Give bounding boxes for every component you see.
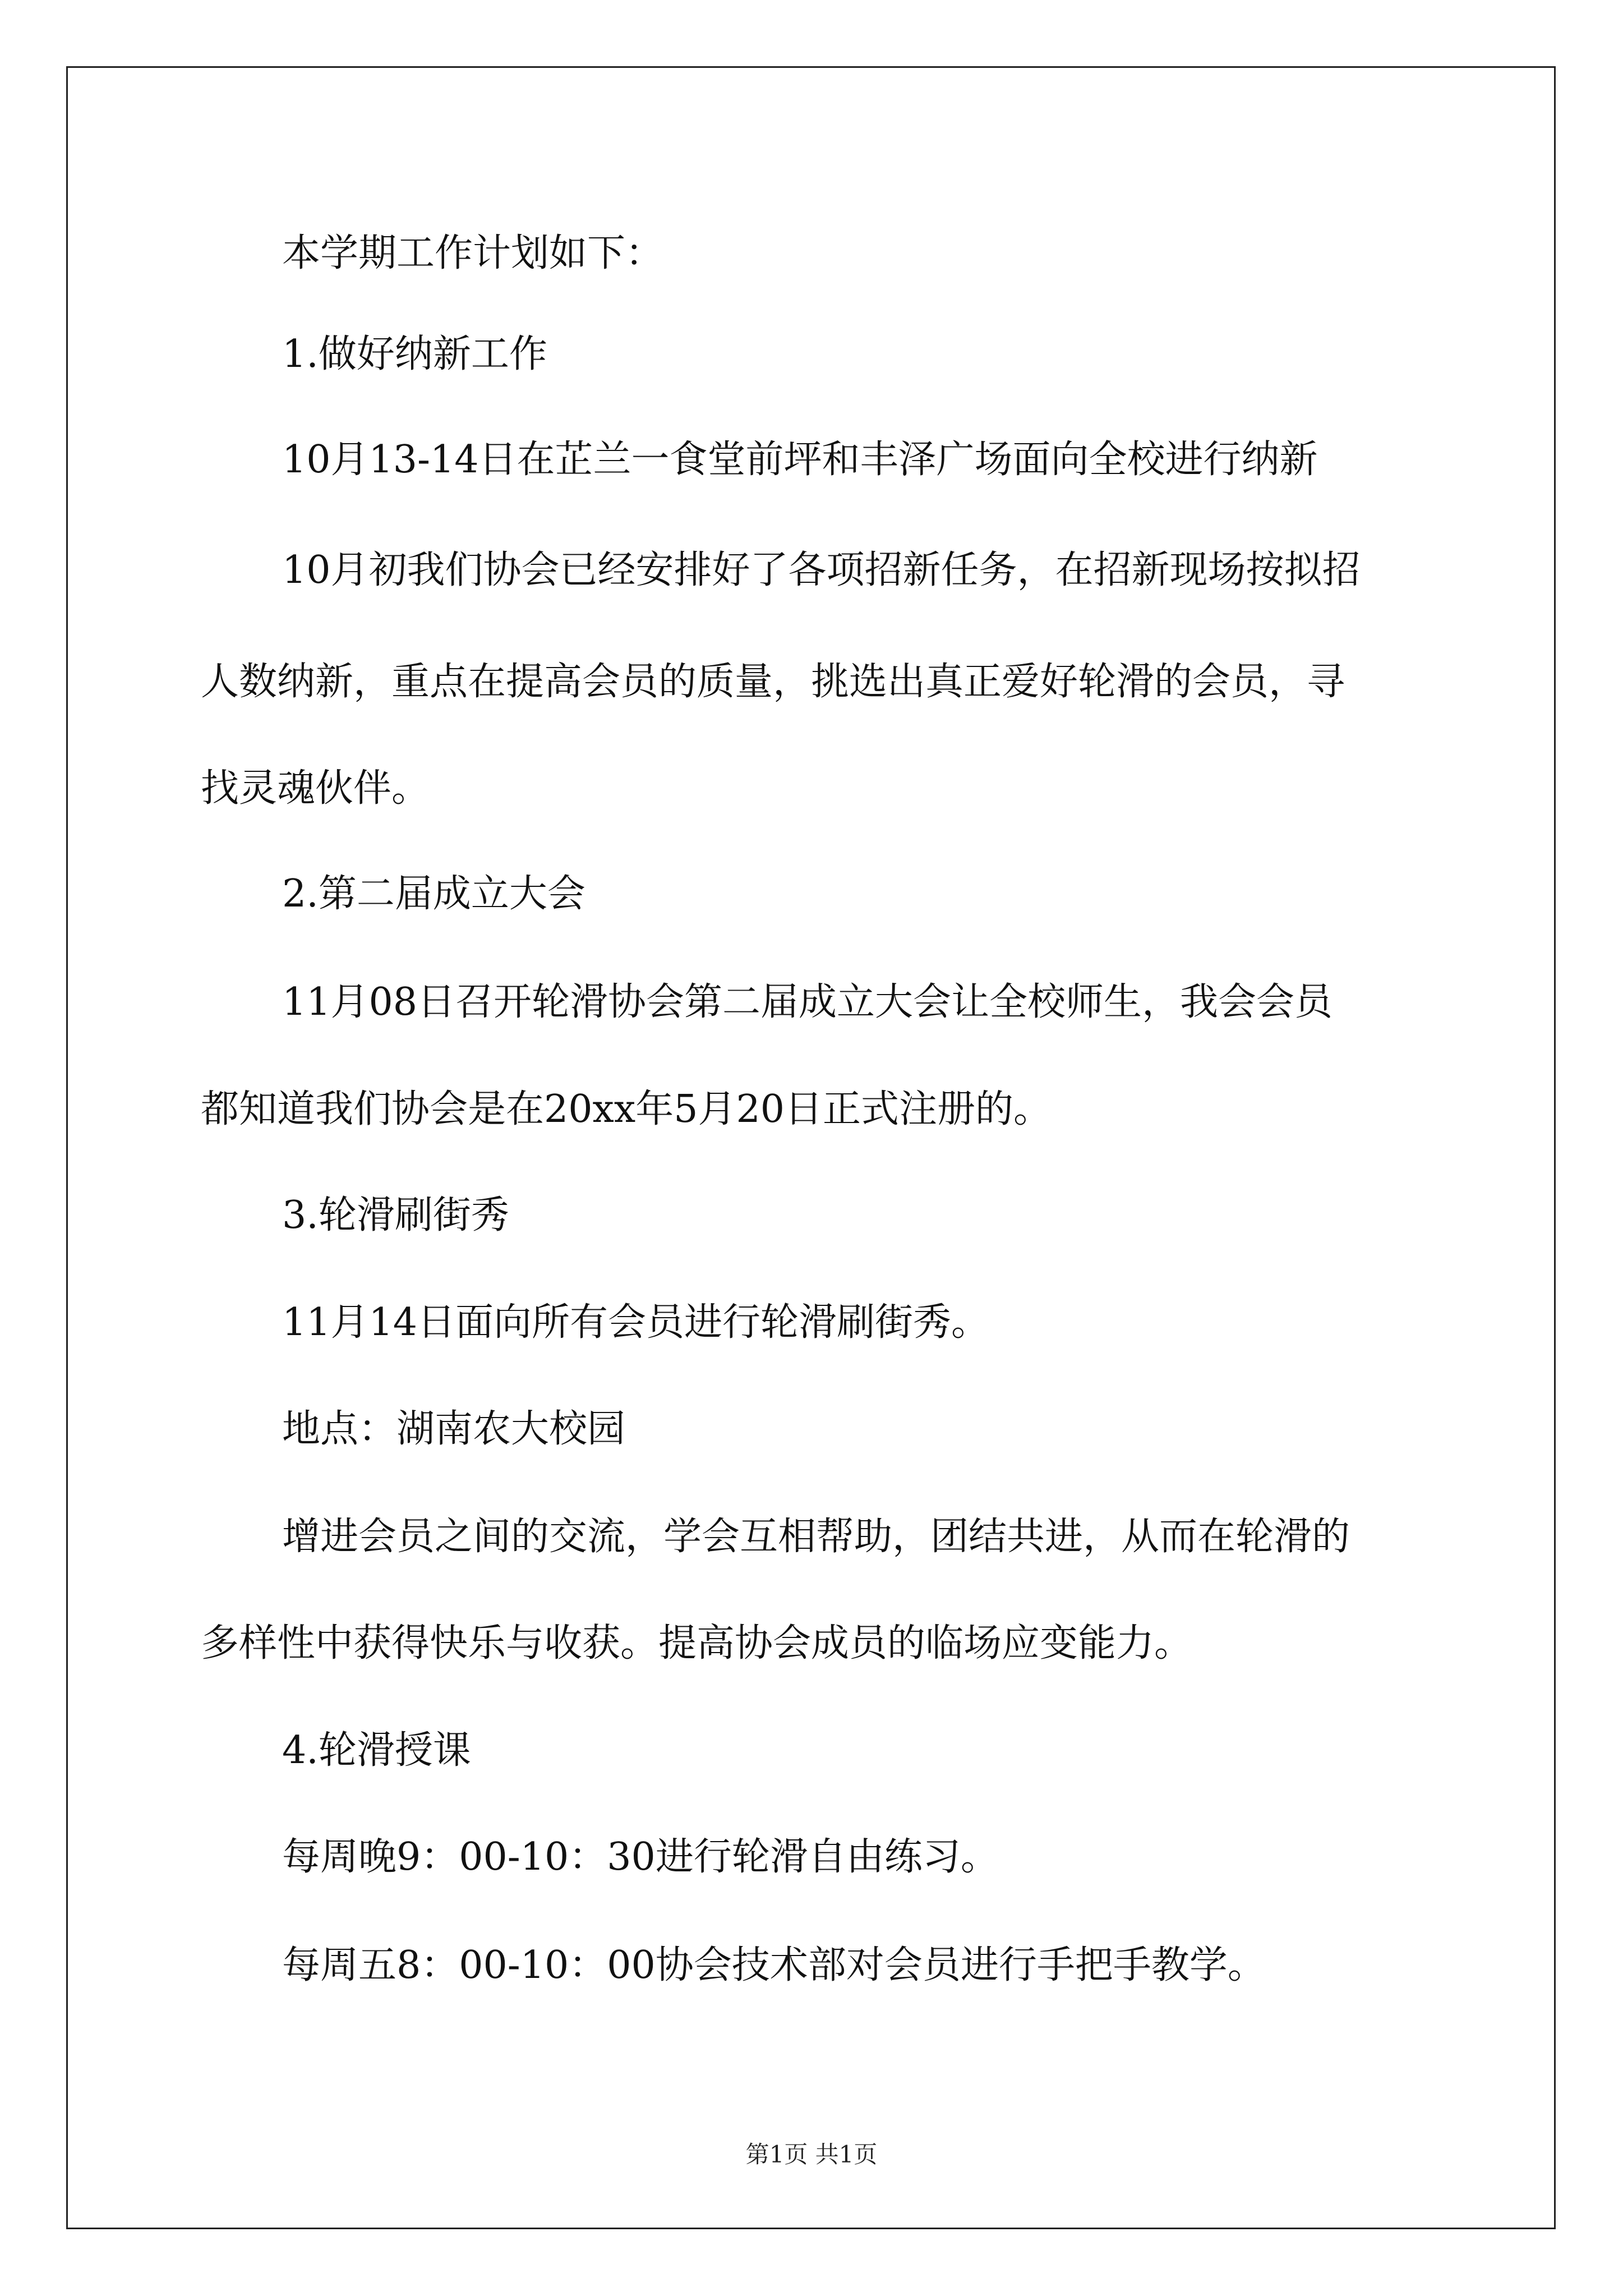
text-line-12: 地点：湖南农大校园 xyxy=(282,1407,626,1451)
text-line-9: 都知道我们协会是在20xx年5月20日正式注册的。 xyxy=(201,1087,1052,1131)
text-line-4: 10月初我们协会已经安排好了各项招新任务，在招新现场按拟招 xyxy=(282,548,1361,592)
text-line-6: 找灵魂伙伴。 xyxy=(201,766,430,811)
section-heading-1: 1.做好纳新工作 xyxy=(282,332,547,376)
text-line-1: 本学期工作计划如下： xyxy=(282,231,664,275)
text-line-8: 11月08日召开轮滑协会第二届成立大会让全校师生，我会会员 xyxy=(282,980,1333,1024)
text-line-16: 每周晚9：00-10：30进行轮滑自由练习。 xyxy=(282,1835,999,1879)
page-footer: 第1页 共1页 xyxy=(745,2141,878,2168)
section-heading-4: 4.轮滑授课 xyxy=(282,1728,471,1773)
text-line-14: 多样性中获得快乐与收获。提高协会成员的临场应变能力。 xyxy=(201,1621,1193,1665)
text-line-3: 10月13-14日在芷兰一食堂前坪和丰泽广场面向全校进行纳新 xyxy=(282,438,1318,482)
section-heading-3: 3.轮滑刷街秀 xyxy=(282,1193,509,1237)
text-line-13: 增进会员之间的交流，学会互相帮助，团结共进，从而在轮滑的 xyxy=(282,1515,1350,1559)
section-heading-2: 2.第二届成立大会 xyxy=(282,872,585,916)
text-line-11: 11月14日面向所有会员进行轮滑刷街秀。 xyxy=(282,1300,990,1345)
text-line-5: 人数纳新，重点在提高会员的质量，挑选出真正爱好轮滑的会员，寻 xyxy=(201,660,1345,704)
text-line-17: 每周五8：00-10：00协会技术部对会员进行手把手教学。 xyxy=(282,1943,1266,1987)
page-border xyxy=(66,66,1556,2229)
